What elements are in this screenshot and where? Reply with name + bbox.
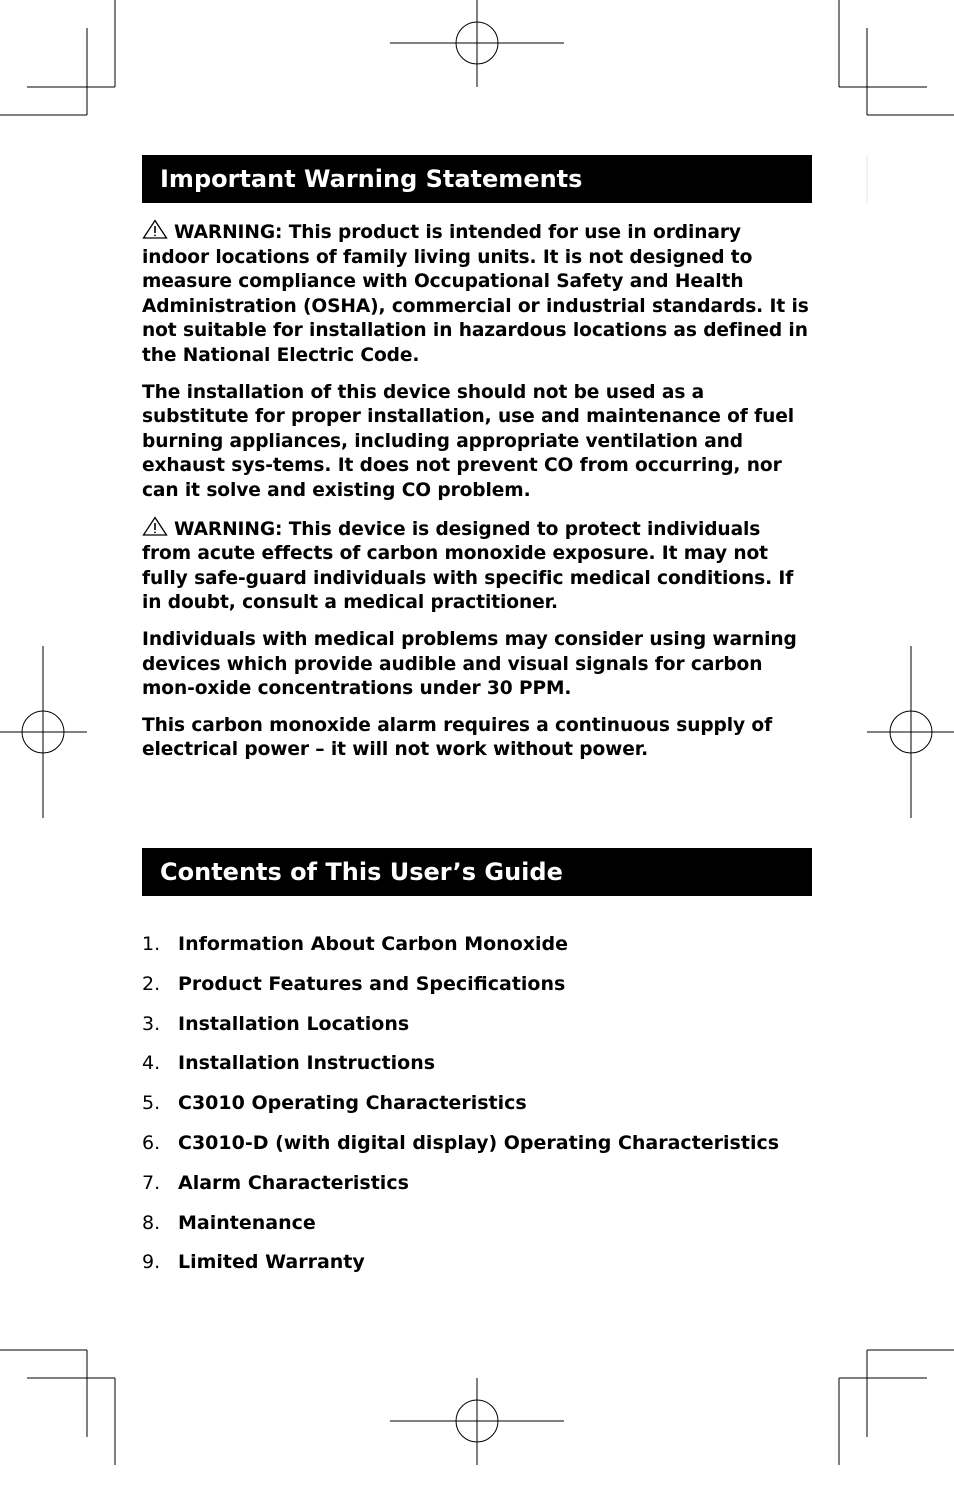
warning-paragraph [142,628,812,702]
item-number: 1. [142,933,161,955]
warning-text: The installation of this device should not be used as a substitute for proper installation, use and maintenance of fuel burning appliances, including appropriate ventilation and exhaust sys-tems. It does not prevent CO from occurring, nor can it solve and existing CO problem. [142,381,795,501]
warning-paragraph [142,381,812,504]
warning-triangle-icon [142,516,168,536]
item-number: 6. [142,1131,161,1154]
warning-text: WARNING: This product is intended for use in ordinary indoor locations of family living units. It is not designed to measure compliance with Occupational Safety and Health Administration (OSHA), commercial or industrial standards. It is not suitable for installation in hazardous locations as defined in the National Electric Code. [142,222,809,366]
list-item [142,1203,812,1243]
warning-text: Individuals with medical problems may consider using warning devices which provide audible and visual signals for carbon mon-oxide concentrations under 30 PPM. [142,628,797,700]
item-number: 3. [142,1012,161,1035]
contents-section-header: Contents of This User’s Guide [142,848,812,896]
warning-triangle-icon [142,219,168,239]
item-label: Information About Carbon Monoxide [178,933,569,955]
item-number: 5. [142,1092,161,1115]
item-label: Limited Warranty [178,1251,365,1274]
item-label: Alarm Characteristics [178,1171,409,1194]
list-item [142,924,812,964]
item-number: 8. [142,1211,161,1234]
warning-text: This carbon monoxide alarm requires a continuous supply of electrical power – it will not work without power. [142,714,773,761]
item-label: Product Features and Specifications [178,972,566,995]
registration-mark-right [867,646,954,818]
list-item [142,1083,812,1123]
list-item [142,1043,812,1083]
item-number: 2. [142,972,161,995]
list-item [142,1242,812,1282]
warning-text: WARNING: This device is designed to protect individuals from acute effects of carbon monoxide exposure. It may not fully safe-guard individuals with specific medical conditions. If in doubt, consult a medical practitioner. [142,518,794,614]
item-number: 9. [142,1251,161,1274]
warning-statements [142,219,812,775]
item-label: C3010-D (with digital display) Operating Characteristics [178,1131,780,1154]
list-item [142,1123,812,1163]
item-number: 4. [142,1052,161,1075]
registration-mark-top [390,0,564,87]
warning-paragraph [142,516,812,616]
item-label: Installation Locations [178,1012,410,1035]
warning-paragraph [142,219,812,369]
item-number: 7. [142,1171,161,1194]
list-item [142,964,812,1004]
item-label: C3010 Operating Characteristics [178,1092,527,1115]
warning-section-header: Important Warning Statements [142,155,812,203]
registration-mark-bottom [390,1378,564,1465]
table-of-contents [142,924,812,1282]
list-item [142,1163,812,1203]
warning-paragraph [142,714,812,763]
list-item [142,1004,812,1044]
item-label: Maintenance [178,1211,316,1234]
registration-mark-left [0,646,87,818]
item-label: Installation Instructions [178,1052,436,1075]
